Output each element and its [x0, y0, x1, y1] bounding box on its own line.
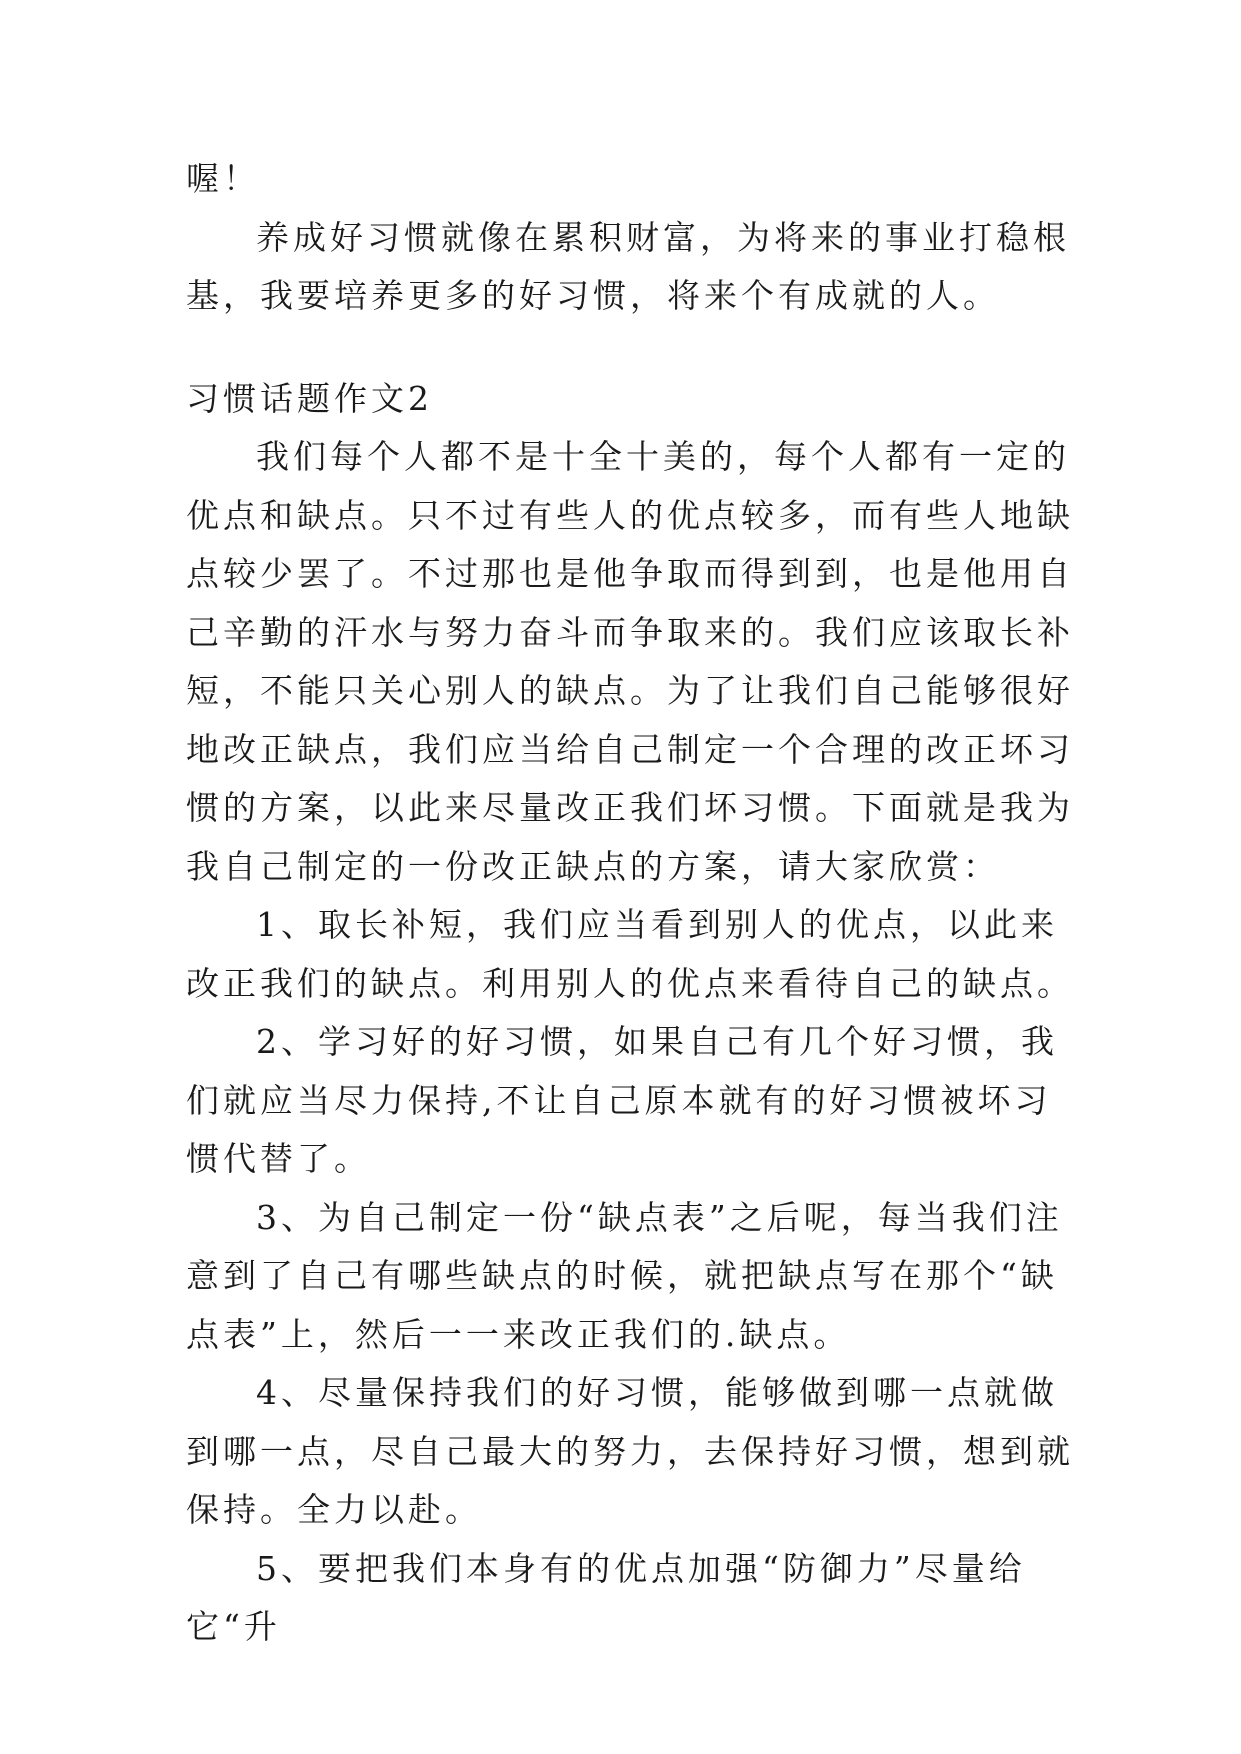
list-item-1: 1、取长补短，我们应当看到别人的优点，以此来改正我们的缺点。利用别人的优点来看待自己的缺点。	[186, 905, 1074, 1003]
list-item-4: 4、尽量保持我们的好习惯，能够做到哪一点就做到哪一点，尽自己最大的努力，去保持好习惯，想到就保持。全力以赴。	[186, 1373, 1074, 1529]
section-heading: 习惯话题作文2	[186, 378, 433, 418]
document-body	[186, 150, 1086, 1657]
paragraph-intro: 我们每个人都不是十全十美的，每个人都有一定的优点和缺点。只不过有些人的优点较多，而有些人地缺点较少罢了。不过那也是他争取而得到到，也是他用自己辛勤的汗水与努力奋斗而争取来的。我们应该取长补短，不能只关心别人的缺点。为了让我们自己能够很好地改正缺点，我们应当给自己制定一个合理的改正坏习惯的方案，以此来尽量改正我们坏习惯。下面就是我为我自己制定的一份改正缺点的方案，请大家欣赏：	[186, 437, 1074, 886]
paragraph-fragment: 喔！	[186, 159, 260, 198]
paragraph-conclusion: 养成好习惯就像在累积财富，为将来的事业打稳根基，我要培养更多的好习惯，将来个有成就的人。	[186, 217, 1070, 315]
list-item-2: 2、学习好的好习惯，如果自己有几个好习惯，我们就应当尽力保持,不让自己原本就有的好习惯被坏习惯代替了。	[186, 1022, 1058, 1178]
list-item-3: 3、为自己制定一份“缺点表”之后呢，每当我们注意到了自己有哪些缺点的时候，就把缺点写在那个“缺点表”上，然后一一来改正我们的.缺点。	[186, 1197, 1063, 1354]
list-item-5: 5、要把我们本身有的优点加强“防御力”尽量给它“升	[186, 1548, 1026, 1646]
